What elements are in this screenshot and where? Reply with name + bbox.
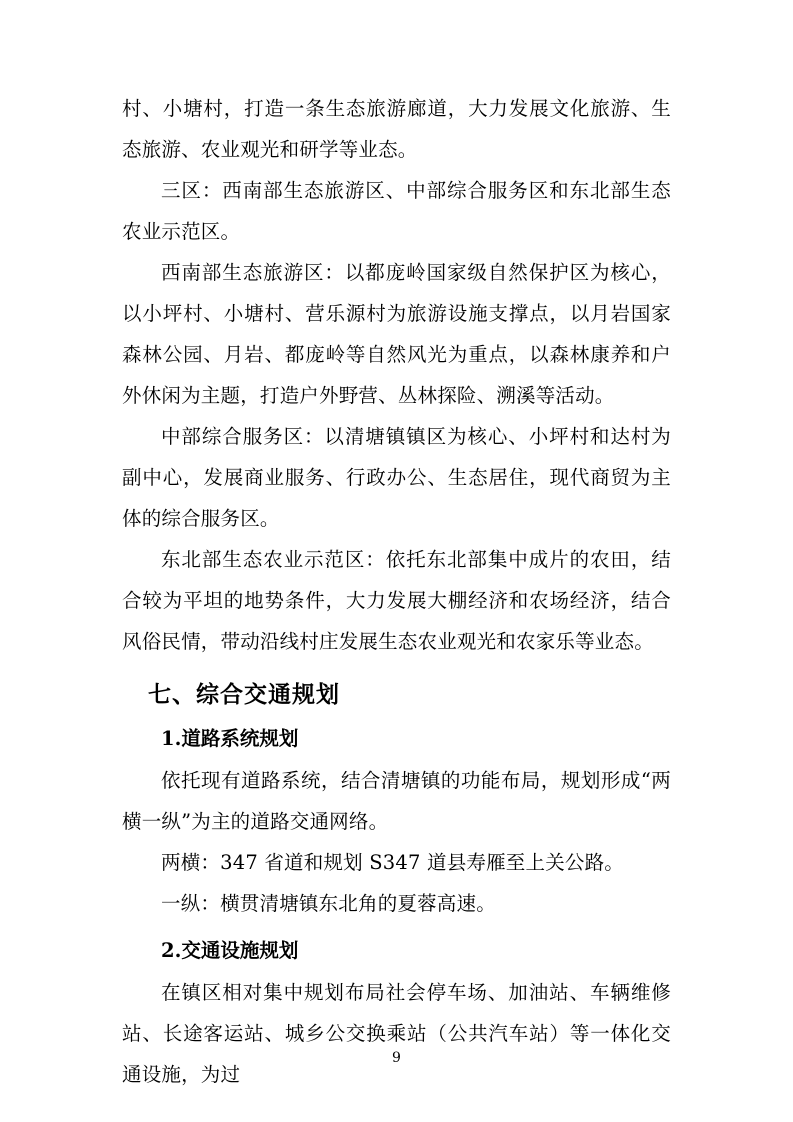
paragraph-three-zones: 三区：西南部生态旅游区、中部综合服务区和东北部生态农业示范区。 — [122, 179, 671, 243]
subheading-road-system-plan: 1.道路系统规划 — [161, 727, 299, 750]
paragraph-continuation: 村、小塘村，打造一条生态旅游廊道，大力发展文化旅游、生态旅游、农业观光和研学等业态。 — [122, 97, 671, 161]
paragraph-central-service-zone: 中部综合服务区：以清塘镇镇区为核心、小坪村和达村为副中心，发展商业服务、行政办公、生态居住，现代商贸为主体的综合服务区。 — [122, 425, 671, 530]
paragraph-northeast-agriculture-demo: 东北部生态农业示范区：依托东北部集中成片的农田，结合较为平坦的地势条件，大力发展大棚经济和农场经济，结合风俗民情，带动沿线村庄发展生态农业观光和农家乐等业态。 — [122, 548, 671, 653]
paragraph-transport-facilities: 在镇区相对集中规划布局社会停车场、加油站、车辆维修站、长途客运站、城乡公交换乘站（公共汽车站）等一体化交通设施，为过 — [122, 981, 671, 1086]
section-heading-transport-plan: 七、综合交通规划 — [148, 681, 340, 708]
paragraph-one-vertical: 一纵：横贯清塘镇东北角的夏蓉高速。 — [161, 892, 496, 915]
document-body — [122, 88, 671, 1095]
subheading-transport-facilities-plan: 2.交通设施规划 — [161, 939, 299, 962]
paragraph-road-network: 依托现有道路系统，结合清塘镇的功能布局，规划形成“两横一纵”为主的道路交通网络。 — [122, 769, 671, 833]
paragraph-two-horizontal: 两横：347 省道和规划 S347 道县寿雁至上关公路。 — [161, 851, 624, 874]
paragraph-southwest-eco-tourism: 西南部生态旅游区：以都庞岭国家级自然保护区为核心，以小坪村、小塘村、营乐源村为旅游设施支撑点，以月岩国家森林公园、月岩、都庞岭等自然风光为重点，以森林康养和户外休闲为主题，打造户外野营、丛林探险、溯溪等活动。 — [122, 261, 671, 407]
page-number: 9 — [392, 1050, 401, 1066]
